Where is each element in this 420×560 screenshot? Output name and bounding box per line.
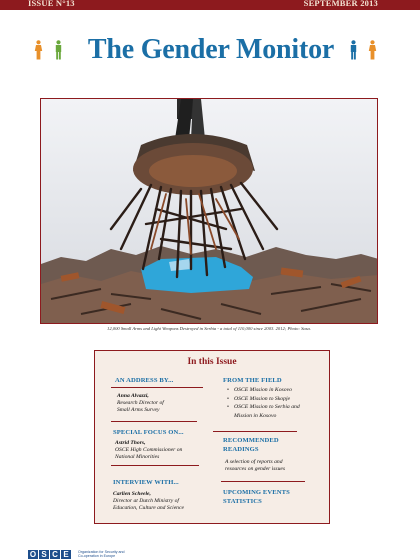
events-section-title[interactable]: UPCOMING EVENTS STATISTICS: [223, 489, 290, 505]
field-mission-item: • OSCE Mission to Serbia and Mission in Kosovo: [227, 403, 300, 420]
publication-title: The Gender Monitor: [87, 34, 335, 65]
field-mission-item: • OSCE Mission in Kosovo: [227, 386, 300, 395]
issue-date: SEPTEMBER 2013: [303, 0, 378, 8]
issue-header-bar: [0, 0, 420, 10]
issue-number: ISSUE N°13: [28, 0, 75, 8]
contents-box: [94, 350, 330, 524]
masthead: [0, 30, 420, 80]
interview-entry: Carlien Scheele, Director at Dutch Ministry of Education, Culture and Science: [113, 491, 184, 512]
weapons-destruction-photo: [41, 99, 378, 324]
female-figure-icon: [368, 40, 377, 60]
contents-heading: In this Issue: [187, 357, 237, 367]
osce-logo: O S C E: [28, 550, 71, 559]
readings-section-title[interactable]: RECOMMENDED READINGS: [223, 437, 279, 453]
section-divider: [111, 421, 197, 422]
section-divider: [111, 465, 199, 466]
field-mission-item: • OSCE Mission to Skopje: [227, 395, 300, 404]
address-entry: Anna Alvazzi, Research Director of Small Arms Survey: [117, 393, 164, 414]
section-divider: [221, 481, 305, 482]
special-focus-section-title[interactable]: SPECIAL FOCUS ON...: [113, 429, 184, 436]
cover-photo: [40, 98, 378, 324]
female-figure-icon: [34, 40, 43, 60]
address-section-title[interactable]: AN ADDRESS BY...: [115, 377, 174, 384]
photo-caption: 12,000 Small Arms and Light Weapons Destroyed in Serbia - a total of 110,000 since 2003. 2012; Photo: Sasa.: [107, 326, 311, 331]
special-focus-entry: Astrid Thors, OSCE High Commissioner on National Minorities: [115, 440, 183, 461]
field-section-title[interactable]: FROM THE FIELD: [223, 377, 282, 384]
publisher-footer: [28, 550, 228, 560]
readings-entry: A selection of reports and resources on gender issues: [225, 459, 286, 473]
section-divider: [111, 387, 203, 388]
field-missions-list: [227, 386, 300, 420]
organization-name: Organization for Security and Co-operation in Europe: [78, 550, 125, 559]
male-figure-icon: [54, 40, 63, 60]
section-divider: [213, 431, 297, 432]
male-figure-icon: [349, 40, 358, 60]
interview-section-title[interactable]: INTERVIEW WITH...: [113, 479, 179, 486]
